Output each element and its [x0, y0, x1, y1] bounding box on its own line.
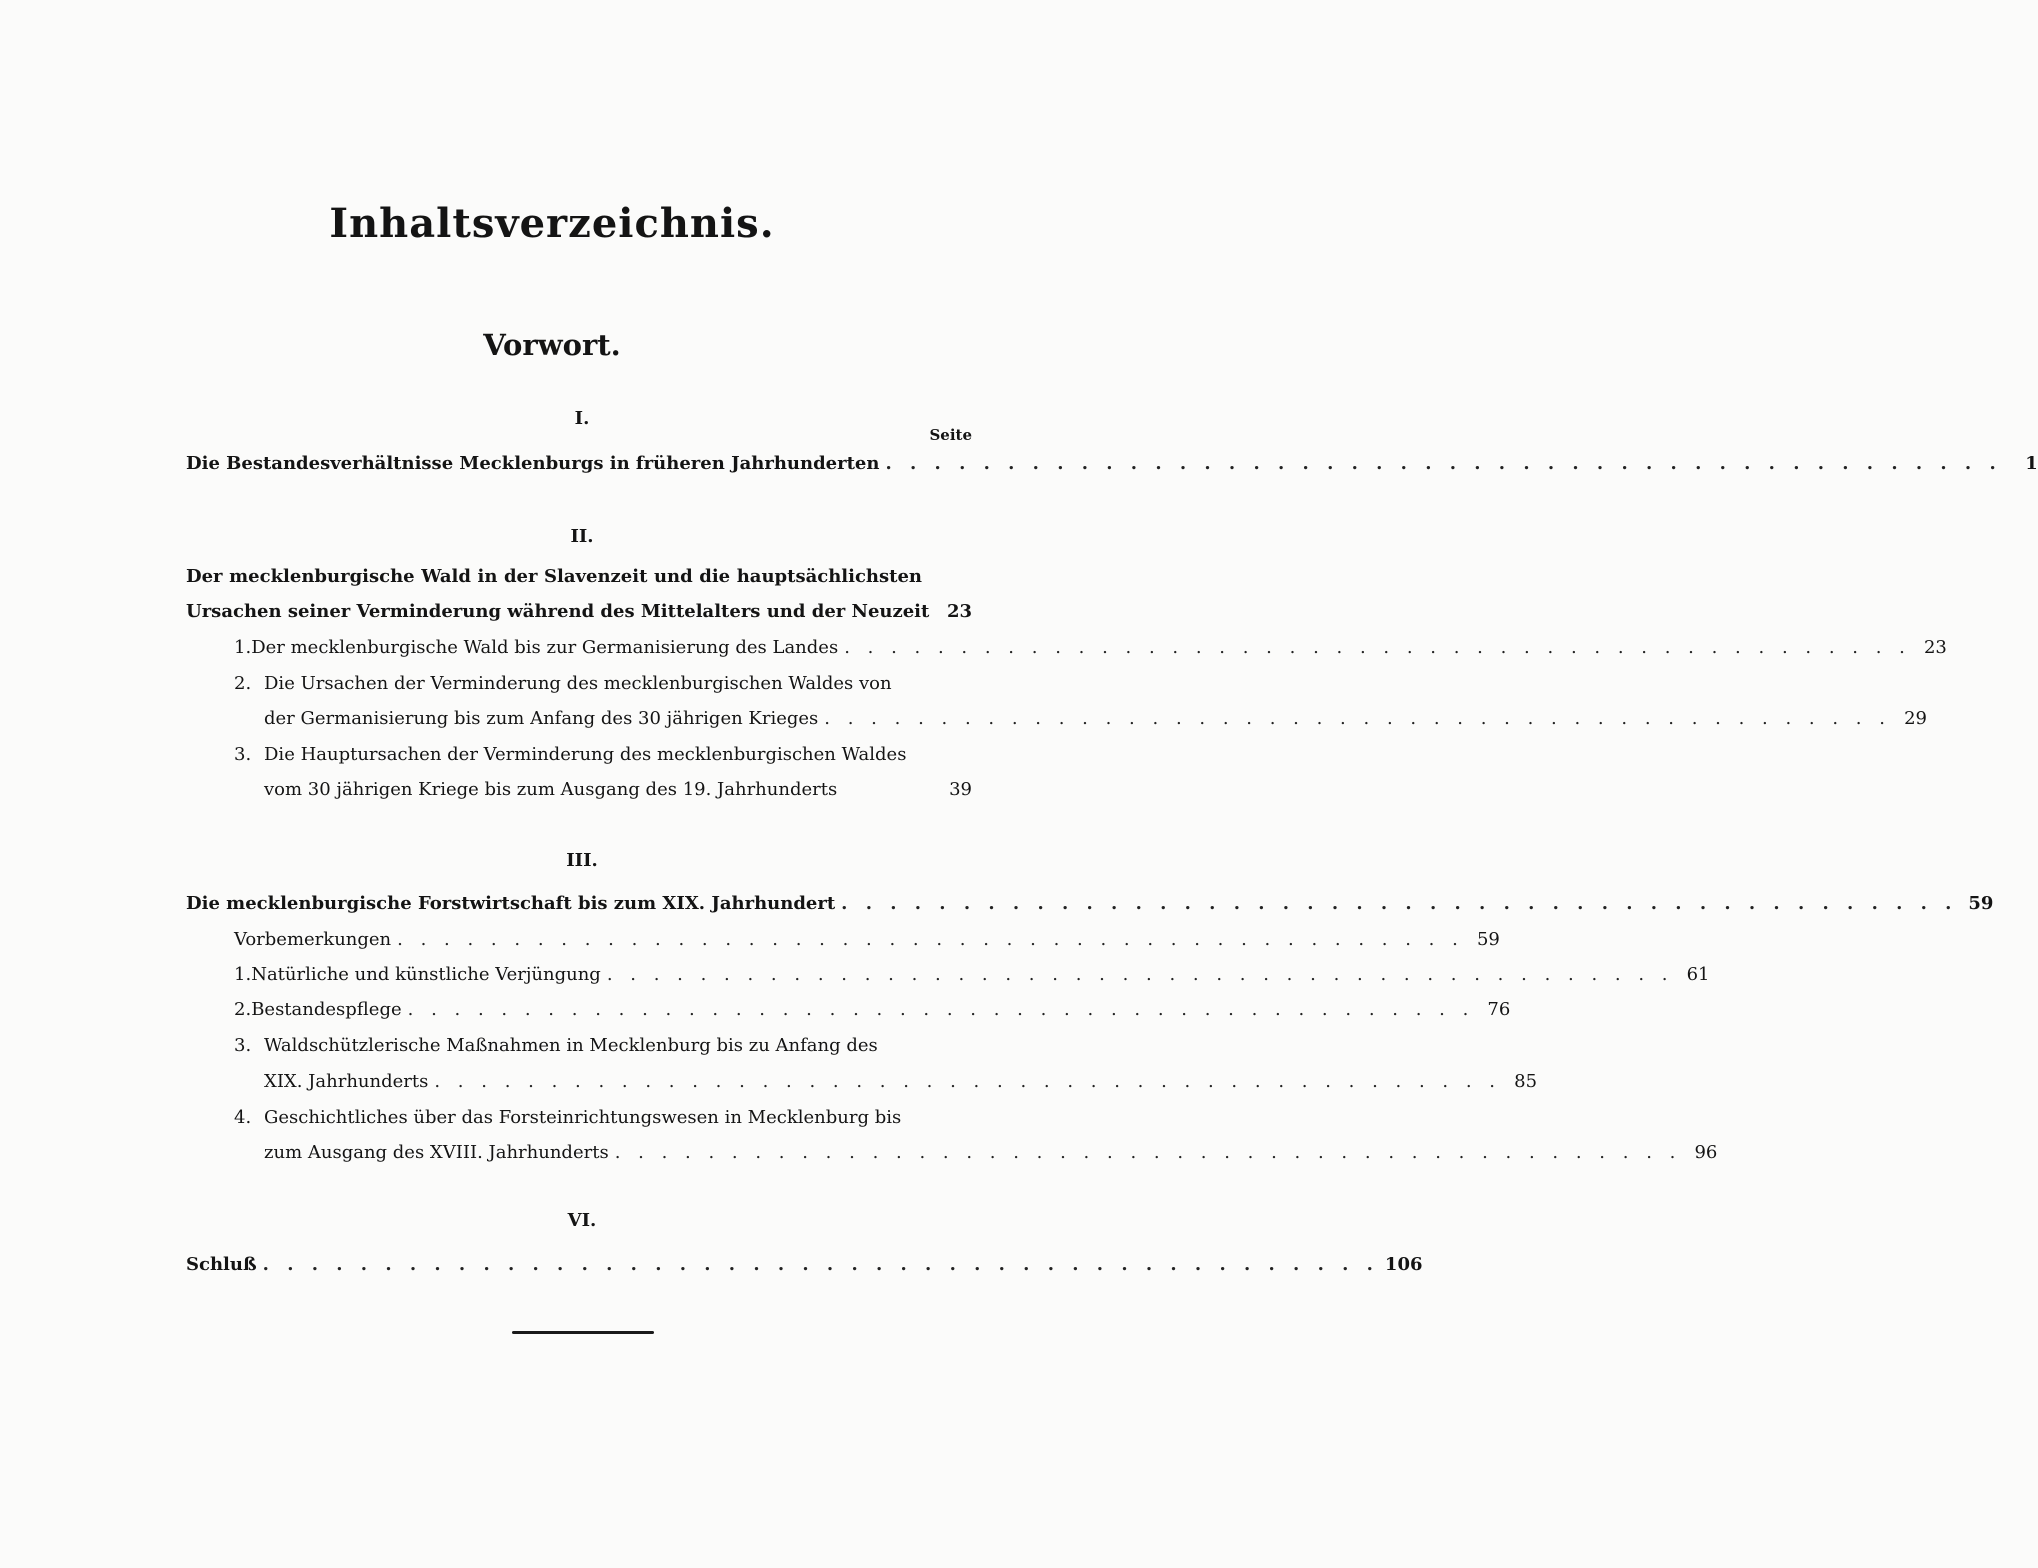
section-numeral-II: II.	[570, 526, 594, 547]
leader-dots: . . . . . . . . . . . . . . . . . . . . . . . . . . . . . . . . . . . . . . . . . . . . . .	[885, 453, 2002, 474]
toc-entry	[186, 452, 2038, 476]
toc-entry	[264, 707, 1927, 731]
toc-entry-text: Ursachen seiner Verminderung während des Mittelalters und der Neuzeit	[186, 601, 930, 622]
toc-entry	[234, 636, 1947, 660]
toc-entry-text: Geschichtliches über das Forsteinrichtungswesen in Mecklenburg bis	[264, 1107, 902, 1128]
toc-entry-text: Natürliche und künstliche Verjüngung	[251, 964, 601, 985]
toc-entry-number: 3.	[234, 1035, 252, 1056]
toc-entry-page: 1	[2025, 453, 2038, 474]
toc-entry-line	[234, 1034, 922, 1058]
toc-entry-number: 2.	[234, 673, 252, 694]
toc-entry-page: 106	[1384, 1254, 1423, 1275]
toc-entry-page: 23	[1923, 637, 1947, 658]
toc-entry	[264, 1070, 1538, 1094]
toc-entry-text: vom 30 jährigen Kriege bis zum Ausgang des 19. Jahrhunderts	[264, 779, 838, 800]
toc-entry-page: 76	[1487, 999, 1511, 1020]
page-title: Inhaltsverzeichnis.	[329, 200, 775, 247]
leader-dots: . . . . . . . . . . . . . . . . . . . . . . . . . . . . . . . . . . . . . . . . . . . . . .	[434, 1071, 1502, 1092]
toc-entry	[264, 778, 972, 802]
toc-entry-number: 3.	[234, 744, 252, 765]
toc-entry-text: Waldschützlerische Maßnahmen in Mecklenburg bis zu Anfang des	[264, 1035, 878, 1056]
closing-rule	[512, 1331, 654, 1334]
leader-dots: . . . . . . . . . . . . . . . . . . . . . . . . . . . . . . . . . . . . . . . . . . . . . .	[824, 708, 1891, 729]
toc-entry-number: 4.	[234, 1107, 252, 1128]
toc-entry-page: 96	[1694, 1142, 1718, 1163]
toc-entry-page: 23	[946, 601, 972, 622]
toc-entry	[264, 1141, 1718, 1165]
toc-entry-line	[234, 1106, 922, 1130]
toc-entry-page: 29	[1904, 708, 1927, 729]
toc-entry-number: 1.	[234, 637, 252, 658]
toc-entry-text: der Germanisierung bis zum Anfang des 30 jährigen Krieges	[264, 708, 819, 729]
toc-entry-line	[234, 743, 922, 767]
preface-heading: Vorwort.	[483, 328, 621, 362]
toc-entry-number: 1.	[234, 964, 252, 985]
toc-entry-text: zum Ausgang des XVIII. Jahrhunderts	[264, 1142, 609, 1163]
toc-entry	[234, 963, 1710, 987]
leader-dots: . . . . . . . . . . . . . . . . . . . . . . . . . . . . . . . . . . . . . . . . . . . . . .	[841, 893, 1958, 914]
toc-entry-number: 2.	[234, 999, 252, 1020]
leader-dots: . . . . . . . . . . . . . . . . . . . . . . . . . . . . . . . . . . . . . . . . . . . . . .	[407, 999, 1475, 1020]
toc-entry-page: 39	[949, 779, 972, 800]
toc-entry-text: Vorbemerkungen	[234, 929, 392, 950]
leader-dots: . . . . . . . . . . . . . . . . . . . . . . . . . . . . . . . . . . . . . . . . . . . . . .	[397, 929, 1464, 950]
toc-entry-text: Die Ursachen der Verminderung des mecklenburgischen Waldes von	[264, 673, 892, 694]
toc-entry-page: 59	[1476, 929, 1500, 950]
toc-entry	[234, 928, 1500, 952]
section-numeral-VI: VI.	[567, 1210, 597, 1231]
toc-entry	[234, 998, 1511, 1022]
toc-entry-line	[234, 672, 922, 696]
toc-entry-page: 85	[1514, 1071, 1538, 1092]
toc-entry-page: 59	[1968, 893, 1994, 914]
toc-entry	[186, 1253, 1423, 1277]
toc-entry-text: Die mecklenburgische Forstwirtschaft bis zum XIX. Jahrhundert	[186, 893, 836, 914]
page-column-header: Seite	[929, 426, 972, 444]
toc-entry	[186, 892, 1994, 916]
toc-entry	[186, 600, 972, 624]
toc-entry-text: Der mecklenburgische Wald bis zur Germanisierung des Landes	[251, 637, 839, 658]
toc-entry-text: Die Bestandesverhältnisse Mecklenburgs in früheren Jahrhunderten	[186, 453, 880, 474]
leader-dots: . . . . . . . . . . . . . . . . . . . . . . . . . . . . . . . . . . . . . . . . . . . . . .	[262, 1254, 1379, 1275]
toc-entry-text: XIX. Jahrhunderts	[264, 1071, 429, 1092]
toc-entry-text: Schluß	[186, 1254, 257, 1275]
toc-entry-text: Bestandespflege	[251, 999, 402, 1020]
toc-entry-text: Die Hauptursachen der Verminderung des mecklenburgischen Waldes	[264, 744, 907, 765]
leader-dots: . . . . . . . . . . . . . . . . . . . . . . . . . . . . . . . . . . . . . . . . . . . . . .	[606, 964, 1674, 985]
toc-entry-line: Der mecklenburgische Wald in der Slavenzeit und die hauptsächlichsten	[186, 566, 922, 587]
section-numeral-I: I.	[574, 408, 590, 429]
toc-entry-page: 61	[1686, 964, 1710, 985]
section-numeral-III: III.	[566, 850, 598, 871]
leader-dots: . . . . . . . . . . . . . . . . . . . . . . . . . . . . . . . . . . . . . . . . . . . . . .	[614, 1142, 1682, 1163]
leader-dots: . . . . . . . . . . . . . . . . . . . . . . . . . . . . . . . . . . . . . . . . . . . . . .	[844, 637, 1911, 658]
